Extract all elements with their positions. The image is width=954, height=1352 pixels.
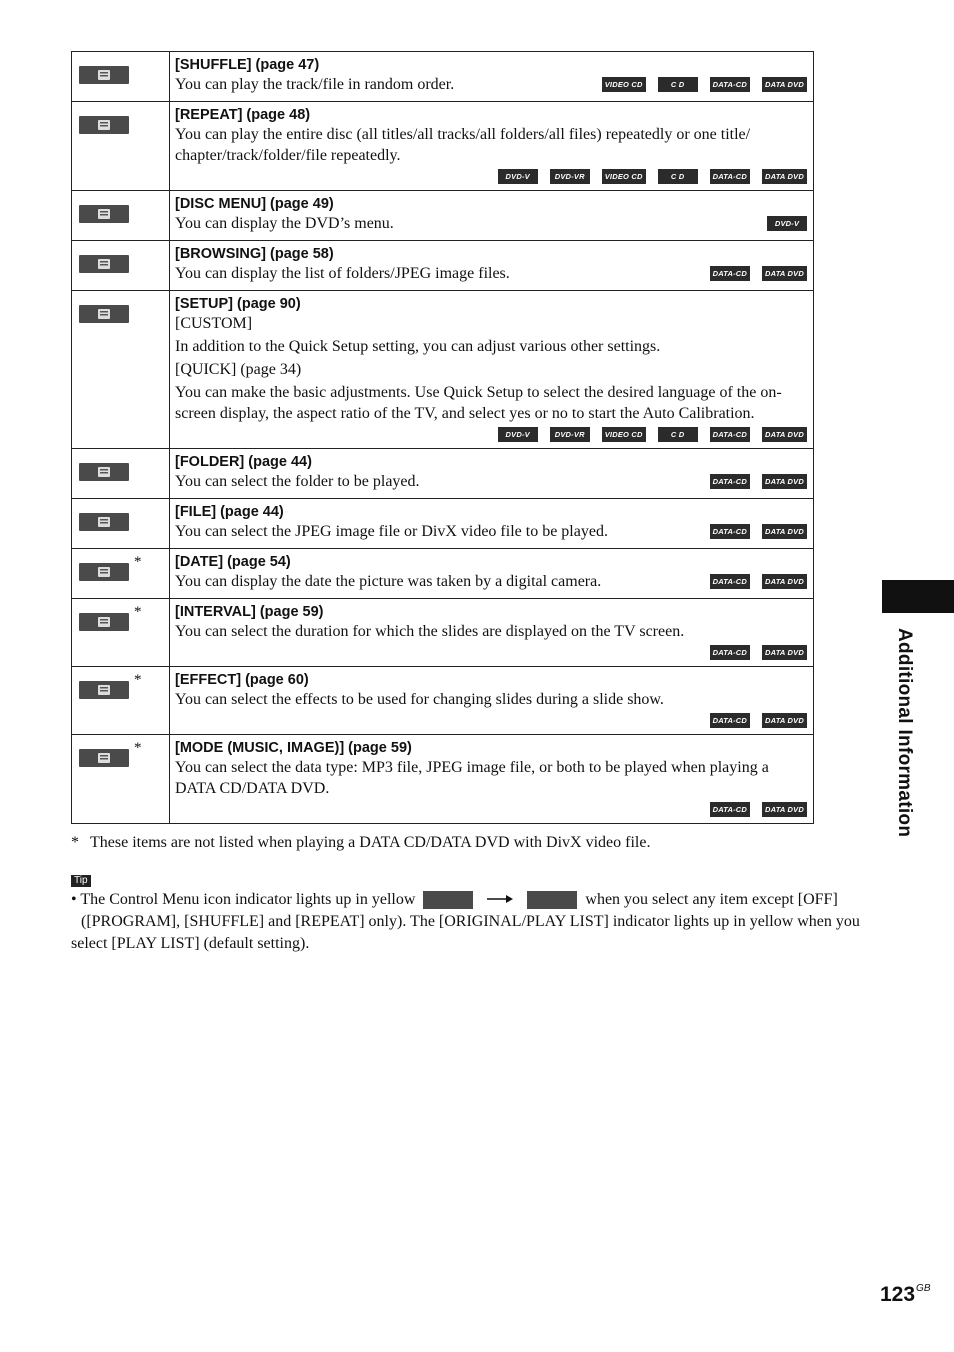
disc-type-badges xyxy=(698,573,807,589)
item-description xyxy=(175,621,807,642)
item-title: [DATE] (page 54) xyxy=(175,554,291,570)
icon-cell xyxy=(72,449,170,499)
effect-icon xyxy=(79,681,129,699)
description-text: You can display the DVD’s menu. xyxy=(175,215,394,232)
section-tab-marker xyxy=(882,580,954,613)
disc-type-badge: DATA-CD xyxy=(710,713,750,728)
music-image-mode-icon xyxy=(79,749,129,767)
item-title: [FOLDER] (page 44) xyxy=(175,454,312,470)
disc-type-badge: DATA DVD xyxy=(762,77,807,92)
asterisk-mark: * xyxy=(134,554,142,570)
disc-type-badge: C D xyxy=(658,77,698,92)
icon-box xyxy=(79,66,129,84)
disc-type-badge: DATA DVD xyxy=(762,645,807,660)
item-title: [REPEAT] (page 48) xyxy=(175,107,311,123)
icon-cell xyxy=(72,549,170,599)
disc-type-badge: DVD-VR xyxy=(550,427,590,442)
page-number-suffix: GB xyxy=(916,1283,931,1294)
description-text: You can display the date the picture was taken by a digital camera. xyxy=(175,573,602,590)
description-line xyxy=(175,521,807,542)
disc-type-badge: DVD-V xyxy=(498,169,538,184)
disc-type-badges xyxy=(590,76,807,92)
icon-box xyxy=(79,463,129,481)
menu-row xyxy=(72,52,814,102)
asterisk-mark: * xyxy=(134,740,142,756)
disc-type-badges xyxy=(175,644,807,660)
icon-cell xyxy=(72,52,170,102)
disc-type-badge: DATA-CD xyxy=(710,574,750,589)
disc-type-badge: C D xyxy=(658,427,698,442)
control-menu-indicator-icon xyxy=(423,891,473,909)
description-text: You can play the track/file in random order. xyxy=(175,76,455,93)
disc-type-badges xyxy=(175,801,807,817)
tip-text-part2: when you select any item except [OFF] xyxy=(585,891,838,908)
item-description xyxy=(175,471,807,492)
disc-type-badge: DATA-CD xyxy=(710,169,750,184)
tip-text-part3: ([PROGRAM], [SHUFFLE] and [REPEAT] only). The [ORIGINAL/PLAY LIST] indicator lights up in yellow when you select [PLAY LIST] (default setting). xyxy=(71,913,860,953)
interval-clock-icon xyxy=(79,613,129,631)
disc-type-badge: DATA-CD xyxy=(710,645,750,660)
icon-cell xyxy=(72,599,170,667)
shuffle-icon xyxy=(79,66,129,84)
icon-cell xyxy=(72,291,170,449)
icon-box xyxy=(79,255,129,273)
description-line: You can select the effects to be used for changing slides during a slide show. xyxy=(175,691,664,708)
disc-type-badges xyxy=(755,215,807,231)
description-line: In addition to the Quick Setup setting, you can adjust various other settings. xyxy=(175,338,661,355)
menu-row xyxy=(72,102,814,191)
description-cell xyxy=(170,449,814,499)
disc-type-badges xyxy=(698,523,807,539)
asterisk-mark: * xyxy=(134,672,142,688)
description-line xyxy=(175,263,807,284)
disc-type-badge: VIDEO CD xyxy=(602,169,646,184)
description-cell xyxy=(170,599,814,667)
icon-box xyxy=(79,681,129,699)
item-title: [FILE] (page 44) xyxy=(175,504,284,520)
description-cell xyxy=(170,549,814,599)
item-description xyxy=(175,124,807,166)
icon-cell xyxy=(72,735,170,824)
icon-box xyxy=(79,513,129,531)
description-cell xyxy=(170,735,814,824)
description-line: [CUSTOM] xyxy=(175,315,253,332)
menu-row xyxy=(72,191,814,241)
description-cell xyxy=(170,499,814,549)
disc-type-badges xyxy=(175,712,807,728)
item-title: [INTERVAL] (page 59) xyxy=(175,604,324,620)
disc-type-badge: DATA DVD xyxy=(762,266,807,281)
icon-box xyxy=(79,563,129,581)
disc-type-badge: VIDEO CD xyxy=(602,427,646,442)
item-title: [DISC MENU] (page 49) xyxy=(175,196,334,212)
menu-row xyxy=(72,449,814,499)
tip-bullet: • xyxy=(71,891,77,908)
description-line xyxy=(175,471,807,492)
disc-type-badge: DVD-V xyxy=(498,427,538,442)
menu-row xyxy=(72,499,814,549)
disc-type-badge: DATA-CD xyxy=(710,524,750,539)
description-text: You can select the JPEG image file or DivX video file to be played. xyxy=(175,523,608,540)
icon-cell xyxy=(72,102,170,191)
item-description xyxy=(175,757,807,799)
disc-type-badge: DVD-V xyxy=(767,216,807,231)
disc-menu-icon xyxy=(79,205,129,223)
item-description xyxy=(175,571,807,592)
item-title: [SHUFFLE] (page 47) xyxy=(175,57,320,73)
disc-type-badges xyxy=(175,168,807,184)
section-side-label: Additional Information xyxy=(894,628,915,838)
image-file-icon xyxy=(79,513,129,531)
repeat-icon xyxy=(79,116,129,134)
browsing-icon xyxy=(79,255,129,273)
item-description xyxy=(175,213,807,234)
menu-row xyxy=(72,599,814,667)
disc-type-badges xyxy=(698,265,807,281)
disc-type-badge: DATA DVD xyxy=(762,524,807,539)
calendar-icon xyxy=(79,563,129,581)
icon-cell xyxy=(72,667,170,735)
disc-type-badges xyxy=(698,473,807,489)
tip-label: Tip xyxy=(71,875,91,887)
description-cell xyxy=(170,102,814,191)
item-description xyxy=(175,689,807,710)
icon-cell xyxy=(72,191,170,241)
footnote-text: These items are not listed when playing a DATA CD/DATA DVD with DivX video file. xyxy=(90,834,651,851)
icon-box xyxy=(79,205,129,223)
icon-cell xyxy=(72,241,170,291)
description-line: You can make the basic adjustments. Use Quick Setup to select the desired language of the on-screen display, the aspect ratio of the TV, and select yes or no to start the Auto Calibration. xyxy=(175,384,782,422)
icon-box xyxy=(79,749,129,767)
description-line xyxy=(175,74,807,95)
menu-row xyxy=(72,291,814,449)
footnote xyxy=(71,834,650,852)
disc-type-badges xyxy=(175,426,807,442)
description-text: You can display the list of folders/JPEG image files. xyxy=(175,265,510,282)
menu-row xyxy=(72,735,814,824)
disc-type-badge: DATA DVD xyxy=(762,574,807,589)
disc-type-badge: DATA-CD xyxy=(710,474,750,489)
disc-type-badge: DATA DVD xyxy=(762,802,807,817)
disc-type-badge: DATA-CD xyxy=(710,427,750,442)
description-line: [QUICK] (page 34) xyxy=(175,361,302,378)
item-description xyxy=(175,521,807,542)
toolbox-icon xyxy=(79,305,129,323)
description-cell xyxy=(170,191,814,241)
tip-text xyxy=(71,889,861,955)
icon-cell xyxy=(72,499,170,549)
menu-row xyxy=(72,549,814,599)
disc-type-badge: DATA-CD xyxy=(710,77,750,92)
description-line: You can play the entire disc (all titles/all tracks/all folders/all files) repeatedly or one title/ chapter/track/folder/file repeatedly. xyxy=(175,126,751,164)
description-cell xyxy=(170,667,814,735)
disc-type-badge: VIDEO CD xyxy=(602,77,646,92)
footnote-star: * xyxy=(71,834,79,851)
page-number xyxy=(880,1283,931,1307)
disc-type-badge: DATA-CD xyxy=(710,802,750,817)
page-number-value: 123 xyxy=(880,1283,916,1306)
control-menu-indicator-yellow-icon xyxy=(527,891,577,909)
icon-box xyxy=(79,305,129,323)
item-title: [MODE (MUSIC, IMAGE)] (page 59) xyxy=(175,740,412,756)
item-title: [EFFECT] (page 60) xyxy=(175,672,309,688)
item-description xyxy=(175,74,807,95)
description-cell xyxy=(170,241,814,291)
icon-box xyxy=(79,116,129,134)
description-line: You can select the data type: MP3 file, JPEG image file, or both to be played when playing a DATA CD/DATA DVD. xyxy=(175,759,769,797)
control-menu-table xyxy=(71,51,814,824)
item-description xyxy=(175,313,807,424)
asterisk-mark: * xyxy=(134,604,142,620)
item-title: [BROWSING] (page 58) xyxy=(175,246,334,262)
disc-type-badge: DATA DVD xyxy=(762,713,807,728)
menu-row xyxy=(72,667,814,735)
disc-type-badge: DVD-VR xyxy=(550,169,590,184)
menu-row xyxy=(72,241,814,291)
folder-icon xyxy=(79,463,129,481)
description-line xyxy=(175,571,807,592)
description-cell xyxy=(170,52,814,102)
disc-type-badge: DATA-CD xyxy=(710,266,750,281)
disc-type-badge: DATA DVD xyxy=(762,474,807,489)
description-text: You can select the folder to be played. xyxy=(175,473,420,490)
disc-type-badge: DATA DVD xyxy=(762,169,807,184)
item-title: [SETUP] (page 90) xyxy=(175,296,301,312)
description-line xyxy=(175,213,807,234)
tip-text-part1: The Control Menu icon indicator lights up in yellow xyxy=(80,891,416,908)
icon-box xyxy=(79,613,129,631)
description-cell xyxy=(170,291,814,449)
disc-type-badge: C D xyxy=(658,169,698,184)
item-description xyxy=(175,263,807,284)
arrow-right-icon xyxy=(487,889,513,911)
description-line: You can select the duration for which the slides are displayed on the TV screen. xyxy=(175,623,685,640)
disc-type-badge: DATA DVD xyxy=(762,427,807,442)
